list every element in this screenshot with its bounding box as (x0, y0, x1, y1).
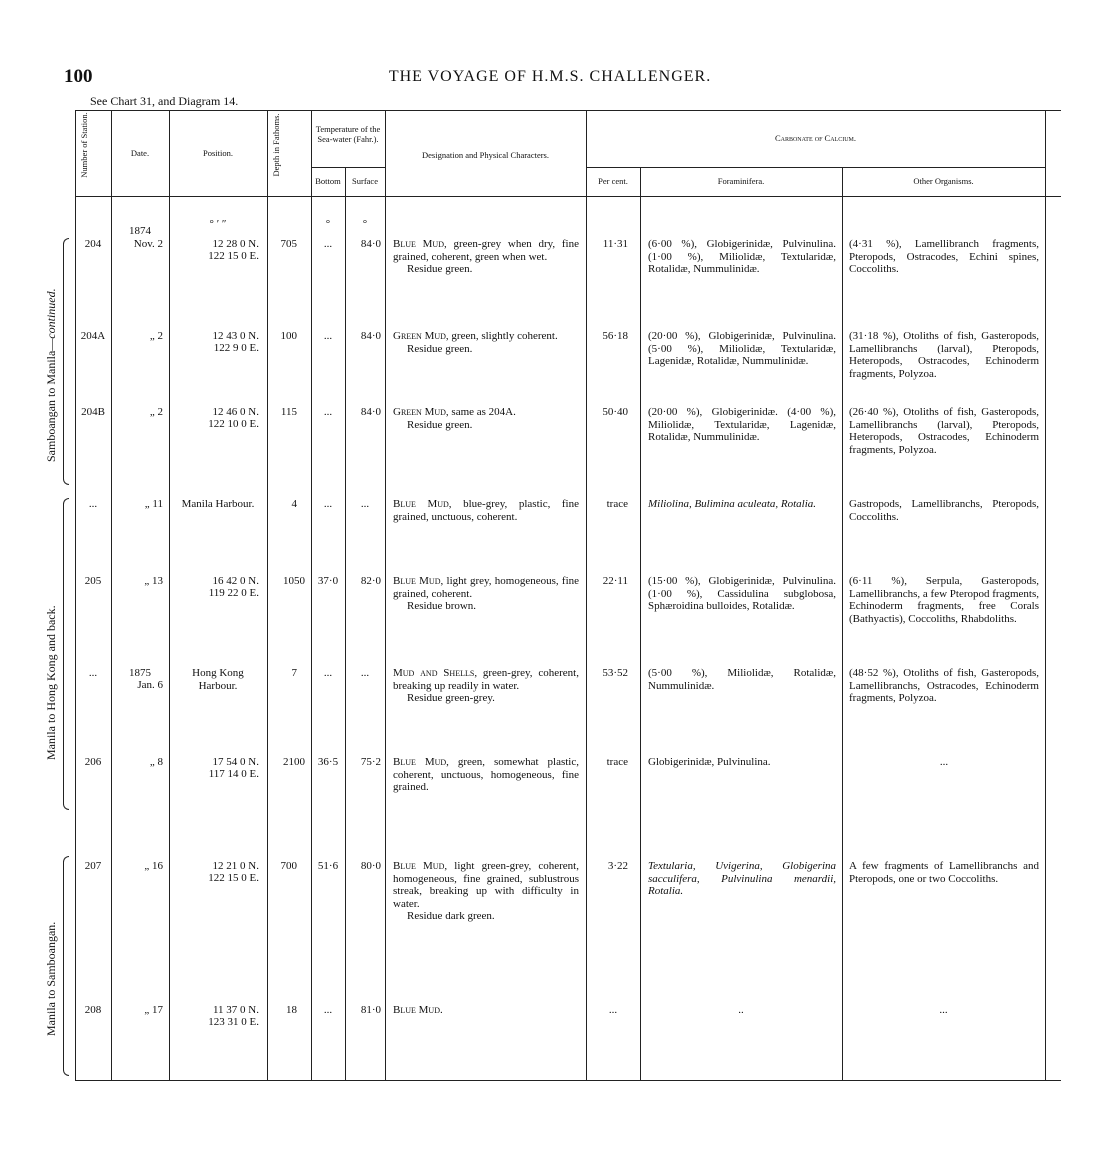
temp-surface: 75·2 (360, 756, 381, 768)
station-number: 204 (84, 238, 102, 250)
date: „ 2 (149, 406, 163, 418)
header-temperature: Temperature of the Sea-water (Fahr.). (315, 124, 381, 144)
latitude: 11 37 0 N. (212, 1004, 259, 1016)
temp-surface: ... (360, 498, 370, 510)
header-per-cent: Per cent. (598, 176, 628, 186)
position: Hong Kong Harbour. (192, 667, 244, 692)
longitude: 122 10 0 E. (208, 418, 259, 430)
per-cent: 53·52 (602, 667, 628, 679)
other-organisms: (31·18 %), Otoliths of fish, Gasteropods, Lamellibranchs (larval), Pteropods, Heteropods, Ostracodes, Echinoderm fragments, Polyzoa. (849, 330, 1039, 380)
header-surface: Surface (352, 176, 378, 186)
latitude: 12 43 0 N. (212, 330, 259, 342)
designation: Blue Mud, light green-grey, coherent, homogeneous, fine grained, sublustrous streak, breaking up with difficulty in water. Residue dark green. (393, 860, 579, 922)
temp-surface: 84·0 (360, 238, 381, 250)
latitude: 16 42 0 N. (212, 575, 259, 587)
other-organisms: ... (939, 1004, 948, 1016)
designation: Green Mud, green, slightly coherent. Residue green. (393, 330, 558, 355)
foraminifera: (15·00 %), Globigerinidæ, Pulvinulina. (1·00 %), Cassidulina subglobosa, Sphæroidina bulloides, Rotalidæ. (648, 575, 836, 612)
foraminifera: Miliolina, Bulimina aculeata, Rotalia. (648, 498, 817, 510)
station-number: 205 (84, 575, 102, 587)
route-label-manila-samboangan: Manila to Samboangan. (44, 921, 58, 1036)
temp-surface: ... (360, 667, 370, 679)
depth: 100 (280, 330, 297, 342)
longitude: 117 14 0 E. (208, 768, 259, 780)
temp-bottom: ... (323, 667, 333, 679)
foraminifera: .. (738, 1004, 744, 1016)
depth: 705 (280, 238, 297, 250)
position-units: ° ′ ″ (209, 218, 227, 230)
depth: 115 (280, 406, 297, 418)
header-depth: Depth in Fathoms. (271, 113, 281, 177)
per-cent: trace (606, 498, 628, 510)
per-cent: 50·40 (602, 406, 628, 418)
designation: Blue Mud, light grey, homogeneous, fine grained, coherent. Residue brown. (393, 575, 580, 612)
temp-surface: 82·0 (360, 575, 381, 587)
latitude: 12 28 0 N. (212, 238, 259, 250)
header-designation: Designation and Physical Characters. (422, 150, 549, 160)
foraminifera: (20·00 %), Globigerinidæ, Pulvinulina. (5·00 %), Miliolidæ, Textularidæ, Lagenidæ, Rotalidæ, Nummulinidæ. (648, 330, 836, 367)
other-organisms: Gastropods, Lamellibranchs, Pteropods, Coccoliths. (849, 498, 1039, 523)
depth: 18 (286, 1004, 297, 1016)
latitude: 17 54 0 N. (212, 756, 259, 768)
page-number: 100 (64, 66, 93, 87)
foraminifera: (6·00 %), Globigerinidæ, Pulvinulina. (1·00 %), Miliolidæ, Textularidæ, Rotalidæ, Nummulinidæ. (648, 238, 836, 275)
depth: 1050 (283, 575, 305, 587)
temp-bottom: 51·6 (317, 860, 339, 872)
header-other-organisms: Other Organisms. (913, 176, 974, 186)
other-organisms: (4·31 %), Lamellibranch fragments, Pteropods, Ostracodes, Echini spines, Coccoliths. (849, 238, 1039, 275)
other-organisms: (6·11 %), Serpula, Gasteropods, Lamellibranchs, a few Pteropod fragments, Echinoderm fragments, free Corals (Bathyactis), Coccoliths, Rhabdoliths. (849, 575, 1039, 625)
per-cent: 3·22 (607, 860, 628, 872)
designation: Blue Mud, green-grey when dry, fine grained, coherent, green when wet. Residue green. (393, 238, 579, 275)
header-station: Number of Station. (79, 112, 89, 178)
designation: Mud and Shells, green-grey, coherent, breaking up readily in water. Residue green-grey. (393, 667, 579, 704)
route-brace (63, 498, 69, 810)
station-number: 208 (84, 1004, 102, 1016)
bottom-unit: ° (325, 218, 331, 230)
header-foraminifera: Foraminifera. (717, 176, 765, 186)
year: 1874 (129, 225, 151, 237)
temp-surface: 84·0 (360, 406, 381, 418)
date: „ 11 (144, 498, 163, 510)
per-cent: 56·18 (602, 330, 628, 342)
date: Nov. 2 (133, 238, 163, 250)
designation: Blue Mud. (393, 1004, 443, 1016)
temp-bottom: 36·5 (317, 756, 339, 768)
other-organisms: A few fragments of Lamellibranchs and Pteropods, one or two Coccoliths. (849, 860, 1039, 885)
header-bottom: Bottom (315, 176, 341, 186)
running-title: THE VOYAGE OF H.M.S. CHALLENGER. (388, 68, 712, 85)
station-number: 204A (80, 330, 106, 342)
longitude: 122 9 0 E. (213, 342, 259, 354)
temp-bottom: ... (323, 498, 333, 510)
date: „ 16 (144, 860, 163, 872)
other-organisms: (26·40 %), Otoliths of fish, Gasteropods, Lamellibranchs (larval), Pteropods, Heteropods, Ostracodes, Echinoderm fragments, Polyzoa. (849, 406, 1039, 456)
station-number: ... (88, 498, 98, 510)
date: „ 8 (149, 756, 163, 768)
per-cent: trace (606, 756, 628, 768)
depth: 2100 (283, 756, 305, 768)
header-date: Date. (130, 148, 150, 158)
temp-bottom: ... (323, 238, 333, 250)
other-organisms: ... (939, 756, 949, 768)
temp-surface: 81·0 (360, 1004, 381, 1016)
designation: Blue Mud, blue-grey, plastic, fine grained, unctuous, coherent. (393, 498, 579, 523)
header-position: Position. (203, 148, 233, 158)
station-number: 207 (84, 860, 102, 872)
year: 1875 (129, 667, 151, 679)
foraminifera: (20·00 %), Globigerinidæ. (4·00 %), Miliolidæ, Textularidæ, Lagenidæ, Rotalidæ, Nummulinidæ. (648, 406, 836, 443)
designation: Green Mud, same as 204A. Residue green. (393, 406, 516, 431)
date: „ 2 (149, 330, 163, 342)
depth: 700 (280, 860, 297, 872)
temp-bottom: ... (323, 330, 333, 342)
route-label-samboangan-manila: Samboangan to Manila—continued. (44, 288, 58, 462)
temp-bottom: ... (323, 1004, 333, 1016)
temp-bottom: ... (323, 406, 333, 418)
station-number: ... (88, 667, 98, 679)
route-brace (63, 238, 69, 485)
latitude: 12 21 0 N. (212, 860, 259, 872)
temp-surface: 84·0 (360, 330, 381, 342)
date: „ 13 (144, 575, 163, 587)
surface-unit: ° (362, 218, 368, 230)
per-cent: 11·31 (602, 238, 628, 250)
depth: 4 (291, 498, 297, 510)
position: Manila Harbour. (181, 498, 255, 510)
station-number: 206 (84, 756, 102, 768)
foraminifera: (5·00 %), Miliolidæ, Rotalidæ, Nummulinidæ. (648, 667, 836, 692)
foraminifera: Textularia, Uvigerina, Globigerina sacculifera, Pulvinulina menardii, Rotalia. (648, 860, 836, 897)
longitude: 122 15 0 E. (208, 872, 259, 884)
latitude: 12 46 0 N. (212, 406, 259, 418)
foraminifera: Globigerinidæ, Pulvinulina. (648, 756, 771, 768)
per-cent: ... (608, 1004, 618, 1016)
chart-reference: See Chart 31, and Diagram 14. (90, 94, 239, 108)
route-label-manila-hong-kong: Manila to Hong Kong and back. (44, 605, 58, 760)
longitude: 123 31 0 E. (208, 1016, 259, 1028)
designation: Blue Mud, green, somewhat plastic, coherent, unctuous, homogeneous, fine grained. (393, 756, 579, 793)
header-carbonate: Carbonate of Calcium. (774, 133, 857, 143)
date: „ 17 (144, 1004, 163, 1016)
date: Jan. 6 (137, 679, 163, 691)
longitude: 119 22 0 E. (208, 587, 259, 599)
temp-bottom: 37·0 (317, 575, 339, 587)
temp-surface: 80·0 (360, 860, 381, 872)
route-brace (63, 856, 69, 1076)
longitude: 122 15 0 E. (208, 250, 259, 262)
per-cent: 22·11 (602, 575, 628, 587)
other-organisms: (48·52 %), Otoliths of fish, Gasteropods, Lamellibranchs, Ostracodes, Echinoderm fragments, Polyzoa. (849, 667, 1039, 704)
station-number: 204B (81, 406, 105, 418)
depth: 7 (291, 667, 297, 679)
